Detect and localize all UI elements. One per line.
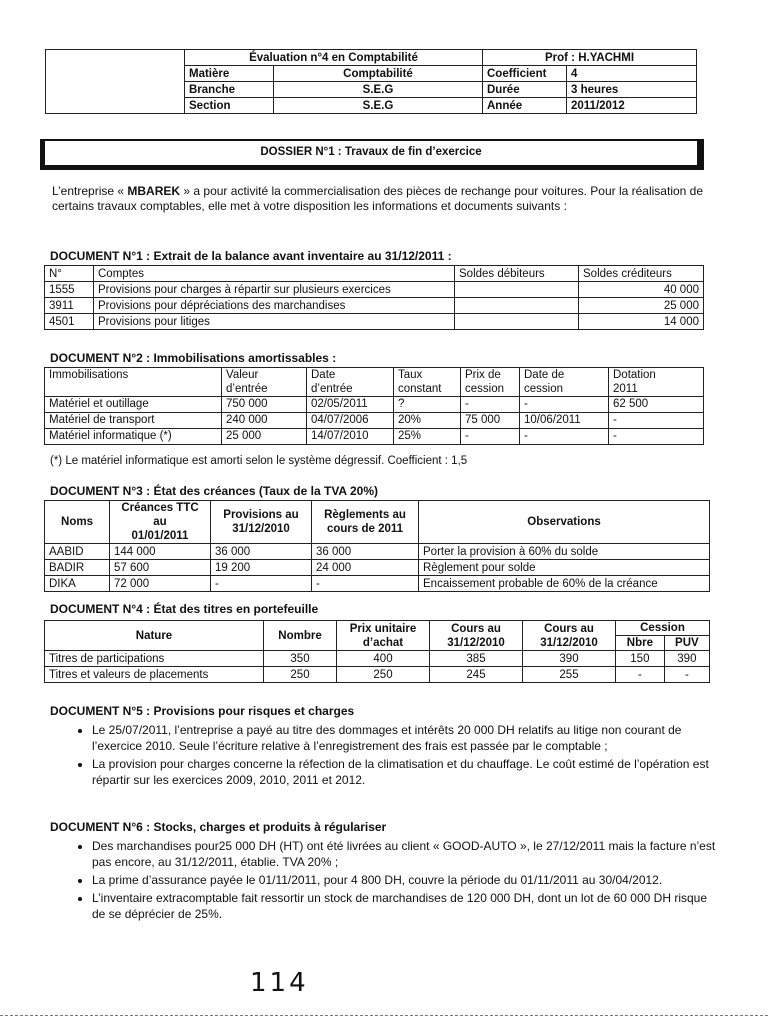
table-cell: 25 000 — [222, 429, 307, 445]
doc3-table — [44, 500, 710, 592]
table-row — [45, 429, 704, 445]
doc2-table — [44, 367, 704, 445]
table-cell: Matériel de transport — [45, 413, 222, 429]
intro-paragraph — [52, 184, 712, 214]
table-cell: BADIR — [45, 560, 110, 576]
doc2-title: DOCUMENT N°2 : Immobilisations amortissables : — [50, 351, 337, 365]
table-cell: - — [520, 397, 609, 413]
table-cell: - — [616, 667, 665, 683]
prof-name: Prof : H.YACHMI — [483, 50, 697, 66]
doc1-title: DOCUMENT N°1 : Extrait de la balance avant inventaire au 31/12/2011 : — [50, 249, 452, 263]
table-cell: 14/07/2010 — [307, 429, 394, 445]
doc4-title: DOCUMENT N°4 : État des titres en portefeuille — [50, 602, 319, 616]
table-cell: - — [312, 576, 419, 592]
table-cell: Titres de participations — [45, 651, 264, 667]
table-row — [45, 298, 704, 314]
table-cell: 75 000 — [461, 413, 520, 429]
value-duree: 3 heures — [567, 82, 697, 98]
table-cell: 390 — [523, 651, 616, 667]
label-coefficient: Coefficient — [483, 66, 567, 82]
table-header-row — [45, 266, 704, 282]
label-duree: Durée — [483, 82, 567, 98]
table-header: PUV — [664, 636, 709, 651]
table-header: Cession — [616, 621, 710, 636]
doc3-title: DOCUMENT N°3 : État des créances (Taux de la TVA 20%) — [50, 484, 378, 498]
table-cell: 245 — [430, 667, 523, 683]
table-cell: Matériel et outillage — [45, 397, 222, 413]
value-matiere: Comptabilité — [274, 66, 483, 82]
table-row — [45, 560, 710, 576]
table-cell: - — [461, 429, 520, 445]
table-cell: 36 000 — [312, 544, 419, 560]
table-cell: 02/05/2011 — [307, 397, 394, 413]
table-header: Comptes — [94, 266, 455, 282]
table-header: Observations — [419, 501, 710, 544]
table-cell: 04/07/2006 — [307, 413, 394, 429]
table-header: Soldes créditeurs — [579, 266, 704, 282]
table-header: N° — [45, 266, 94, 282]
table-header: Cours au 31/12/2010 — [430, 621, 523, 651]
table-cell: 255 — [523, 667, 616, 683]
table-cell: 240 000 — [222, 413, 307, 429]
intro-after: » a pour activité la commercialisation des pièces de rechange pour voitures. Pour la réalisation de certains travaux comptables, elle met à votre disposition les informations et documents suivants : — [52, 184, 704, 213]
table-cell: Provisions pour dépréciations des marchandises — [94, 298, 455, 314]
table-cell: Règlement pour solde — [419, 560, 710, 576]
list-item: • Le 25/07/2011, l’entreprise a payé au titre des dommages et intérêts 20 000 DH relatifs au litige non courant de l’exercice 2010. Seule l’écriture relative à l’enregistrement des frais est passée par le comptable ; — [92, 722, 712, 754]
table-cell: 36 000 — [211, 544, 312, 560]
list-item: • Des marchandises pour25 000 DH (HT) ont été livrées au client « GOOD-AUTO », le 27/12/2011 mais la facture n’est pas encore, au 31/12/2011, établie. TVA 20% ; — [92, 838, 722, 870]
table-header: Immobilisations — [45, 368, 222, 397]
doc6-title: DOCUMENT N°6 : Stocks, charges et produits à régulariser — [50, 820, 387, 834]
table-header: Dotation 2011 — [609, 368, 704, 397]
table-cell: 57 600 — [110, 560, 211, 576]
doc6-list — [72, 838, 722, 924]
value-section: S.E.G — [274, 98, 483, 114]
table-cell: 750 000 — [222, 397, 307, 413]
table-cell: - — [211, 576, 312, 592]
table-row — [45, 282, 704, 298]
label-annee: Année — [483, 98, 567, 114]
list-item: • La prime d’assurance payée le 01/11/2011, pour 4 800 DH, couvre la période du 01/11/2011 au 30/04/2012. — [92, 872, 722, 888]
table-header: Soldes débiteurs — [455, 266, 579, 282]
table-row — [45, 413, 704, 429]
value-branche: S.E.G — [274, 82, 483, 98]
table-cell: 1555 — [45, 282, 94, 298]
table-row — [45, 397, 704, 413]
table-cell: 385 — [430, 651, 523, 667]
table-cell — [455, 282, 579, 298]
value-annee: 2011/2012 — [567, 98, 697, 114]
table-header: Nature — [45, 621, 264, 651]
table-row — [45, 544, 710, 560]
table-cell: AABID — [45, 544, 110, 560]
table-cell: ? — [394, 397, 461, 413]
table-header-row — [45, 501, 710, 544]
table-cell: 250 — [264, 667, 337, 683]
table-cell: 150 — [616, 651, 665, 667]
table-row — [45, 314, 704, 330]
table-cell: 10/06/2011 — [520, 413, 609, 429]
table-cell: - — [520, 429, 609, 445]
table-cell: DIKA — [45, 576, 110, 592]
label-section: Section — [185, 98, 274, 114]
doc1-table — [44, 265, 704, 330]
table-header: Prix unitaire d’achat — [337, 621, 430, 651]
blank-cell — [46, 50, 185, 114]
table-cell: 350 — [264, 651, 337, 667]
table-cell: 4501 — [45, 314, 94, 330]
company-name: MBAREK — [127, 184, 181, 198]
table-cell: 3911 — [45, 298, 94, 314]
table-header-row — [45, 621, 710, 636]
table-cell: 72 000 — [110, 576, 211, 592]
table-cell: 24 000 — [312, 560, 419, 576]
table-row — [45, 667, 710, 683]
value-coefficient: 4 — [567, 66, 697, 82]
doc4-table — [44, 620, 710, 683]
table-cell: 390 — [664, 651, 709, 667]
table-cell: 62 500 — [609, 397, 704, 413]
table-cell: - — [609, 413, 704, 429]
table-cell — [455, 298, 579, 314]
label-matiere: Matière — [185, 66, 274, 82]
handwritten-page-number: 114 — [250, 968, 309, 998]
table-cell: Provisions pour charges à répartir sur plusieurs exercices — [94, 282, 455, 298]
doc5-title: DOCUMENT N°5 : Provisions pour risques et charges — [50, 704, 355, 718]
table-cell: 25 000 — [579, 298, 704, 314]
exam-title: Évaluation n°4 en Comptabilité — [185, 50, 483, 66]
table-cell: - — [664, 667, 709, 683]
table-header: Noms — [45, 501, 110, 544]
list-item: • L’inventaire extracomptable fait ressortir un stock de marchandises de 120 000 DH, dont un lot de 60 000 DH risque de se déprécier de 25%. — [92, 890, 722, 922]
bottom-divider — [0, 1015, 768, 1016]
table-cell: Encaissement probable de 60% de la créance — [419, 576, 710, 592]
table-cell: Provisions pour litiges — [94, 314, 455, 330]
table-header: Valeur d’entrée — [222, 368, 307, 397]
label-branche: Branche — [185, 82, 274, 98]
table-row — [45, 576, 710, 592]
table-header: Nbre — [616, 636, 665, 651]
table-header: Cours au 31/12/2010 — [523, 621, 616, 651]
table-cell: Titres et valeurs de placements — [45, 667, 264, 683]
table-cell — [455, 314, 579, 330]
table-header: Prix de cession — [461, 368, 520, 397]
table-cell: - — [461, 397, 520, 413]
table-cell: 19 200 — [211, 560, 312, 576]
table-row — [45, 651, 710, 667]
table-cell: 14 000 — [579, 314, 704, 330]
table-cell: 400 — [337, 651, 430, 667]
dossier-banner: DOSSIER N°1 : Travaux de fin d’exercice — [40, 139, 704, 170]
list-item: • La provision pour charges concerne la réfection de la climatisation et du chauffage. Le coût estimé de l’opération est répartir sur les exercices 2009, 2010, 2011 et 2012. — [92, 756, 712, 788]
table-header: Date d’entrée — [307, 368, 394, 397]
table-header: Créances TTC au 01/01/2011 — [110, 501, 211, 544]
table-header: Date de cession — [520, 368, 609, 397]
table-cell: 20% — [394, 413, 461, 429]
doc5-list — [72, 722, 712, 790]
table-cell: - — [609, 429, 704, 445]
exam-header-table — [45, 49, 697, 114]
table-cell: 40 000 — [579, 282, 704, 298]
table-cell: 25% — [394, 429, 461, 445]
table-header: Règlements au cours de 2011 — [312, 501, 419, 544]
table-header: Provisions au 31/12/2010 — [211, 501, 312, 544]
table-cell: Porter la provision à 60% du solde — [419, 544, 710, 560]
table-cell: 144 000 — [110, 544, 211, 560]
table-cell: 250 — [337, 667, 430, 683]
table-cell: Matériel informatique (*) — [45, 429, 222, 445]
table-header: Nombre — [264, 621, 337, 651]
doc2-note: (*) Le matériel informatique est amorti selon le système dégressif. Coefficient : 1,5 — [50, 455, 468, 467]
table-header: Taux constant — [394, 368, 461, 397]
intro-before: L’entreprise « — [52, 184, 128, 198]
table-header-row — [45, 368, 704, 397]
